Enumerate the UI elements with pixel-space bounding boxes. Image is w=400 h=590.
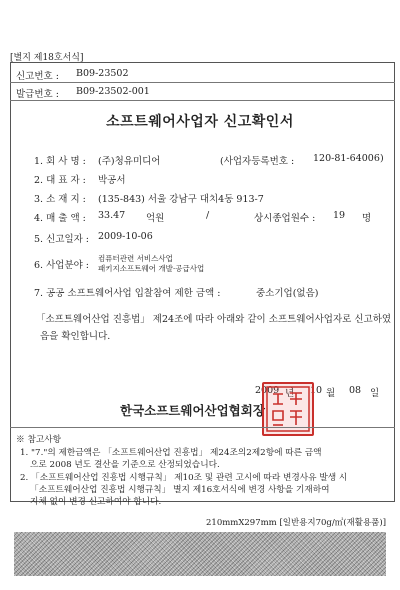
issue-number: B09-23502-001 [76,86,150,97]
organization-name: 한국소프트웨어산업협회장 [120,403,265,418]
security-pattern [14,532,386,576]
statement-line-1: 「소프트웨어산업 진흥법」 제24조에 따라 아래와 같이 소프트웨어사업자로 신고하였 [36,314,392,325]
business-line-1: 컴퓨터관련 서비스사업 [98,254,173,263]
note-2-line-1: 2. 「소프트웨어산업 진흥법 시행규칙」 제10조 및 관련 고시에 따라 변경사유 발생 시 [20,473,348,483]
divider [10,427,395,428]
sales-value: 33.47 [98,210,126,221]
business-label: 6. 사업분야 : [34,260,90,271]
issue-year: 2009 [255,385,280,396]
sales-label: 4. 매 출 액 : [34,213,86,224]
business-line-2: 패키지소프트웨어 개발·공급사업 [98,264,205,273]
ceo-name: 박공서 [98,175,126,186]
limit-label: 7. 공공 소프트웨어사업 입찰참여 제한 금액 : [34,288,221,299]
paper-spec: 210mmX297mm [일반용지70g/㎡(재활용품)] [206,518,387,528]
page-title: 소프트웨어사업자 신고확인서 [106,114,294,130]
note-1-line-1: 1. "7."의 제한금액은 「소프트웨어산업 진흥법」 제24조의2제2항에 따른 금액 [20,448,322,458]
registration-close: ) [380,153,384,164]
employee-count: 19 [333,210,346,221]
employee-label: 상시종업원수 : [254,213,316,224]
limit-value: 중소기업(없음) [256,288,319,299]
issue-year-unit: 년 [285,388,295,399]
issue-month: 10 [310,385,323,396]
address-value: (135-843) 서울 강남구 대치4동 913-7 [98,194,264,205]
statement-line-2: 음을 확인합니다. [40,331,111,342]
note-2-line-3: 지체 없이 변경 신고하여야 합니다. [30,497,162,507]
date-label: 5. 신고일자 : [34,234,90,245]
address-label: 3. 소 재 지 : [34,194,86,205]
issue-day-unit: 일 [370,388,380,399]
company-name: (주)청유미디어 [98,156,161,167]
ceo-label: 2. 대 표 자 : [34,175,86,186]
report-number-label: 신고번호 : [16,71,59,82]
divider [10,82,395,83]
sales-unit: 억원 [146,213,165,224]
employee-unit: 명 [362,213,372,224]
issue-number-label: 발급번호 : [16,89,59,100]
divider [10,100,395,101]
issue-day: 08 [349,385,362,396]
sales-separator: / [206,210,210,221]
notes-heading: ※ 참고사항 [16,435,62,445]
form-label: [별지 제18호서식] [10,53,84,63]
registration-label: (사업자등록번호 : [220,156,295,167]
registration-number: 120-81-64006 [313,153,380,164]
issue-month-unit: 월 [326,388,336,399]
note-1-line-2: 으로 2008 년도 결산을 기준으로 산정되었습니다. [30,460,220,470]
note-2-line-2: 「소프트웨어산업 진흥법 시행규칙」 별지 제16호서식에 변경 사항을 기재하여 [30,485,330,495]
date-value: 2009-10-06 [98,231,153,242]
report-number: B09-23502 [76,68,129,79]
company-label: 1. 회 사 명 : [34,156,86,167]
